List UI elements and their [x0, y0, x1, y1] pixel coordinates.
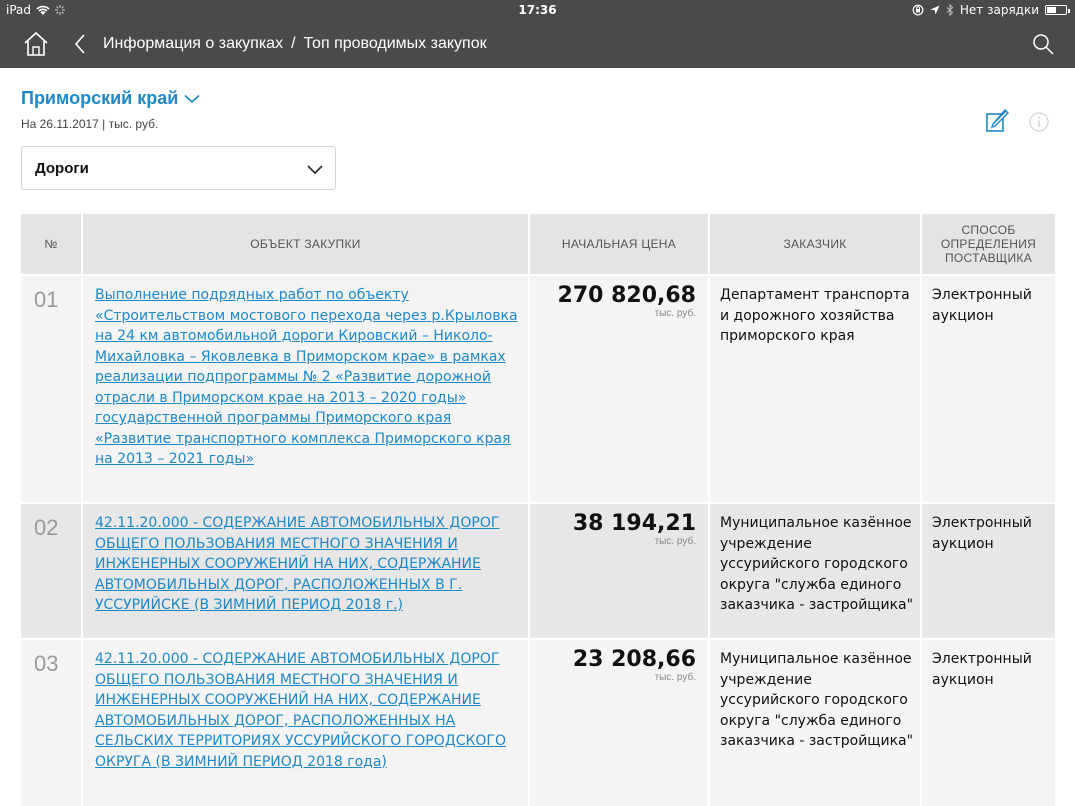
edit-icon[interactable]	[985, 109, 1009, 133]
col-header-method: СПОСОБ ОПРЕДЕЛЕНИЯ ПОСТАВЩИКА	[940, 223, 1037, 265]
nav-bar	[0, 20, 1075, 68]
status-bar	[0, 0, 1075, 20]
row-object-link[interactable]: Выполнение подрядных работ по объекту «Строительством мостового перехода через р.Крыловка на 24 км автомобильной дороги Кировский – Николо-Михайловка – Яковлевка в Приморском крае» в рамках реализации подпрограммы № 2 «Развитие дорожной отрасли в Приморском крае на 2013 – 2020 годы» государственной программы Приморского края «Развитие транспортного комплекса Приморского края на 2013 – 2021 годы»	[95, 287, 518, 467]
chevron-down-icon[interactable]	[184, 94, 200, 104]
row-object-cell	[83, 276, 530, 502]
breadcrumb-separator: /	[291, 35, 296, 52]
row-price: 270 820,68	[557, 283, 696, 308]
row-customer: Муниципальное казённое учреждение уссурийского городского округа "служба единого заказчика - застройщика"	[710, 640, 922, 806]
col-header-price: НАЧАЛЬНАЯ ЦЕНА	[530, 214, 710, 274]
bluetooth-icon	[946, 4, 954, 16]
table-row	[21, 502, 1055, 638]
row-price-unit: тыс. руб.	[654, 308, 696, 319]
row-object-cell	[83, 504, 530, 638]
charging-status: Нет зарядки	[959, 3, 1039, 17]
row-customer: Департамент транспорта и дорожного хозяйства приморского края	[710, 276, 922, 502]
row-object-link[interactable]: 42.11.20.000 - СОДЕРЖАНИЕ АВТОМОБИЛЬНЫХ ДОРОГ ОБЩЕГО ПОЛЬЗОВАНИЯ МЕСТНОГО ЗНАЧЕНИЯ И ИНЖЕНЕРНЫХ СООРУЖЕНИЙ НА НИХ, СОДЕРЖАНИЕ АВТОМОБИЛЬНЫХ ДОРОГ, РАСПОЛОЖЕННЫХ НА СЕЛЬСКИХ ТЕРРИТОРИЯХ УССУРИЙСКОГО ГОРОДСКОГО ОКРУГА (В ЗИМНИЙ ПЕРИОД 2018 года)	[95, 651, 506, 770]
table-row	[21, 638, 1055, 806]
row-price-unit: тыс. руб.	[654, 536, 696, 547]
status-right	[912, 3, 1067, 17]
orientation-lock-icon	[912, 4, 924, 16]
row-price-cell	[530, 504, 710, 638]
row-object-link[interactable]: 42.11.20.000 - СОДЕРЖАНИЕ АВТОМОБИЛЬНЫХ ДОРОГ ОБЩЕГО ПОЛЬЗОВАНИЯ МЕСТНОГО ЗНАЧЕНИЯ И ИНЖЕНЕРНЫХ СООРУЖЕНИЙ НА НИХ, СОДЕРЖАНИЕ АВТОМОБИЛЬНЫХ ДОРОГ, РАСПОЛОЖЕННЫХ В Г. УССУРИЙСКЕ (В ЗИМНИЙ ПЕРИОД 2018 г.)	[95, 515, 500, 613]
search-icon[interactable]	[1031, 32, 1055, 56]
location-icon	[930, 5, 940, 15]
row-method: Электронный аукцион	[932, 651, 1032, 688]
status-time: 17:36	[518, 3, 557, 17]
col-header-customer: ЗАКАЗЧИК	[710, 214, 922, 274]
breadcrumb-current: Топ проводимых закупок	[303, 35, 487, 52]
row-method: Электронный аукцион	[932, 515, 1032, 552]
col-header-no: №	[21, 214, 83, 274]
battery-icon	[1045, 5, 1067, 15]
table-row	[21, 274, 1055, 502]
device-label: iPad	[6, 3, 32, 17]
row-price: 38 194,21	[572, 511, 696, 536]
procurement-table	[21, 214, 1055, 806]
home-icon[interactable]	[22, 30, 50, 58]
row-price-unit: тыс. руб.	[654, 672, 696, 683]
chevron-down-icon	[305, 159, 325, 179]
row-number: 03	[21, 640, 83, 806]
battery-fill	[1047, 7, 1056, 13]
row-object-cell	[83, 640, 530, 806]
col-header-object: ОБЪЕКТ ЗАКУПКИ	[83, 214, 530, 274]
as-of-date: На 26.11.2017 | тыс. руб.	[21, 117, 159, 131]
row-price-cell	[530, 276, 710, 502]
row-customer: Муниципальное казённое учреждение уссурийского городского округа "служба единого заказчика - застройщика"	[710, 504, 922, 638]
breadcrumb	[103, 35, 487, 53]
row-number: 02	[21, 504, 83, 638]
row-number: 01	[21, 276, 83, 502]
category-value: Дороги	[35, 160, 89, 177]
region-title[interactable]: Приморский край	[21, 88, 179, 108]
back-icon[interactable]	[72, 32, 88, 56]
row-price: 23 208,66	[572, 647, 696, 672]
row-method: Электронный аукцион	[932, 287, 1032, 324]
category-dropdown[interactable]	[21, 146, 336, 190]
info-icon[interactable]	[1029, 112, 1049, 132]
region-selector[interactable]	[21, 88, 200, 109]
breadcrumb-parent[interactable]: Информация о закупках	[103, 35, 284, 52]
row-price-cell	[530, 640, 710, 806]
table-header	[21, 214, 1055, 274]
